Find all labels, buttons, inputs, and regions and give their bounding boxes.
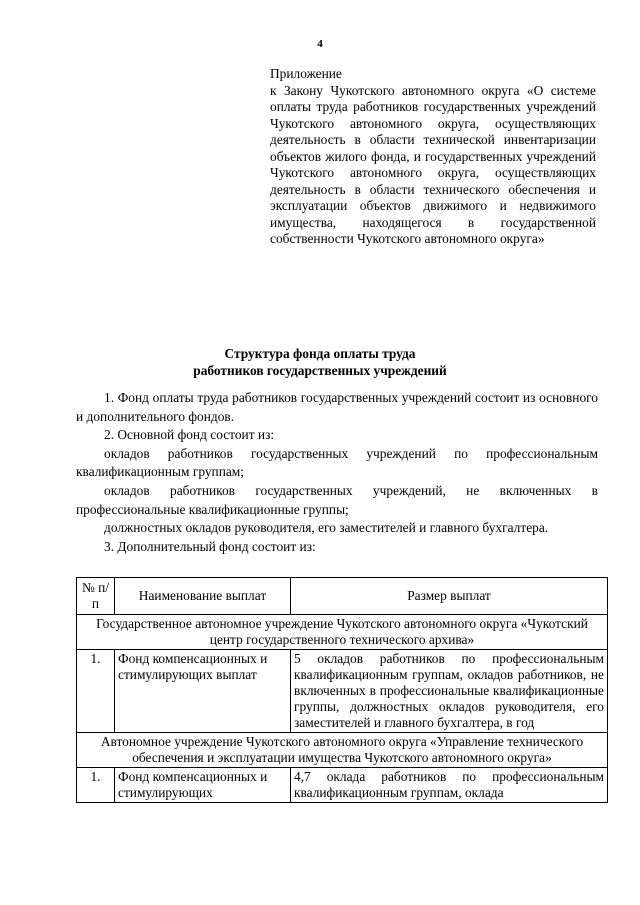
payments-table (76, 577, 608, 803)
header-payment-name: Наименование выплат (115, 578, 291, 615)
section-title: Автономное учреждение Чукотского автономного округа «Управление технического обеспечения и эксплуатации имущества Чукотского автономного округа» (77, 733, 608, 768)
section-row (77, 733, 608, 768)
appendix-reference (270, 66, 596, 248)
row-payment-name: Фонд компенсационных и стимулирующих выплат (115, 650, 291, 733)
header-payment-size: Размер выплат (291, 578, 608, 615)
paragraph: окладов работников государственных учреждений, не включенных в профессиональные квалификационные группы; (76, 482, 598, 517)
page-number: 4 (317, 38, 323, 50)
paragraph: 1. Фонд оплаты труда работников государственных учреждений состоит из основного и дополнительного фондов. (76, 390, 598, 424)
table-row (77, 650, 608, 733)
appendix-text: к Закону Чукотского автономного округа «О системе оплаты труда работников государственных учреждений Чукотского автономного округа, осуществляющих деятельность в области технической инвентаризации объектов жилого фонда, и государственных учреждений Чукотского автономного округа, осуществляющих деятельность в области технического обеспечения и эксплуатации объектов движимого и недвижимого имущества, находящегося в государственной собственности Чукотского автономного округа» (270, 82, 596, 246)
header-number: № п/п (77, 578, 115, 615)
row-number: 1. (77, 650, 115, 733)
row-number: 1. (77, 768, 115, 803)
section-title: Государственное автономное учреждение Чукотского автономного округа «Чукотский центр государственного технического архива» (77, 615, 608, 650)
body-text (76, 389, 598, 556)
table-row (77, 768, 608, 803)
row-payment-size: 5 окладов работников по профессиональным квалификационным группам, окладов работников, не включенных в профессиональные квалификационные группы, должностных окладов руководителя, его заместителей и главного бухгалтера, в год (291, 650, 608, 733)
paragraph: окладов работников государственных учреждений по профессиональным квалификационным группам; (76, 445, 598, 480)
title-line-1: Структура фонда оплаты труда (224, 346, 416, 361)
paragraph: 2. Основной фонд состоит из: (104, 427, 275, 443)
table-header-row (77, 578, 608, 615)
row-payment-name: Фонд компенсационных и стимулирующих (115, 768, 291, 803)
paragraph: должностных окладов руководителя, его заместителей и главного бухгалтера. (104, 520, 549, 536)
paragraph: 3. Дополнительный фонд состоит из: (104, 538, 316, 554)
title-line-2: работников государственных учреждений (193, 363, 447, 378)
appendix-title: Приложение (270, 66, 342, 81)
page-title (0, 345, 640, 379)
row-payment-size: 4,7 оклада работников по профессиональным квалификационным группам, оклада (291, 768, 608, 803)
section-row (77, 615, 608, 650)
